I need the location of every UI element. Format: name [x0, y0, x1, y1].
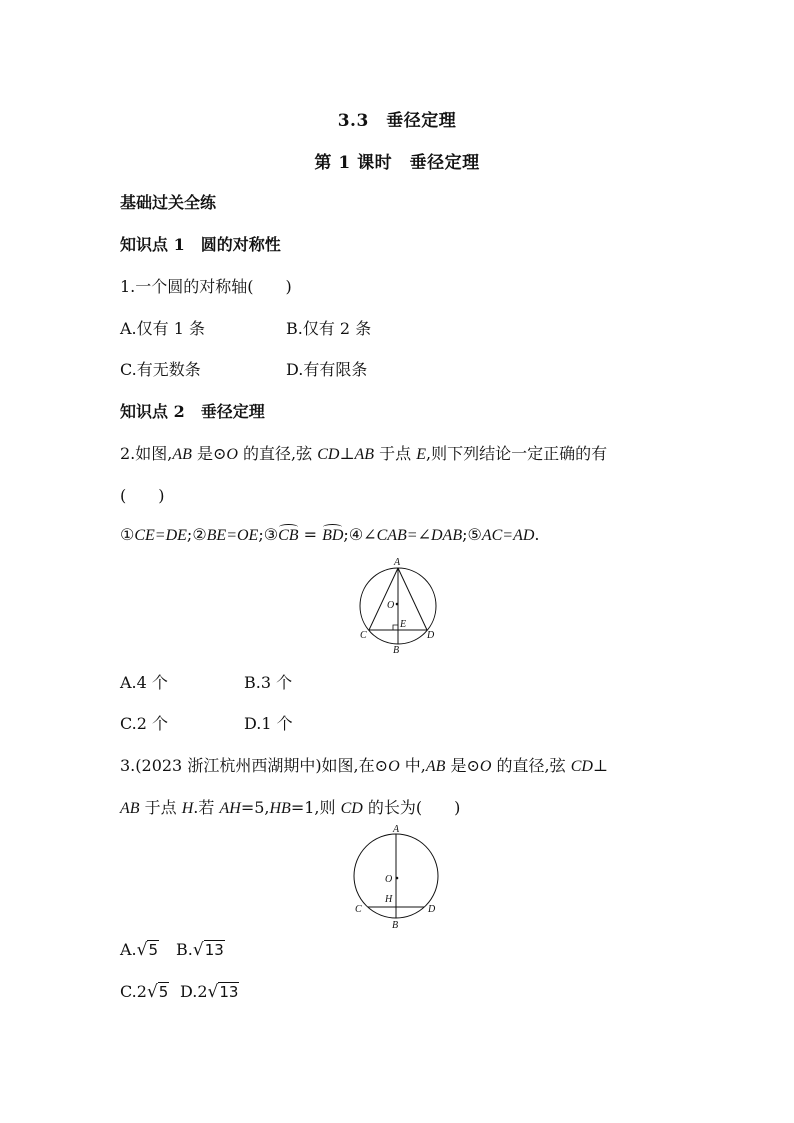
q2-option-a: A.4 个 [120, 673, 168, 692]
q1-option-c: C.有无数条 [120, 360, 201, 379]
q3-var-ab: AB [425, 758, 446, 775]
q2-circle-figure [352, 554, 442, 654]
label-e: E [400, 619, 407, 630]
label-a: A [393, 824, 400, 835]
q3-option-c-prefix: C.2 [120, 982, 147, 1001]
q2-option-b: B.3 个 [244, 673, 293, 692]
q2-conclusion-5: AC=AD [481, 527, 535, 544]
q2-conclusion-4: ∠CAB=∠DAB [363, 527, 463, 544]
q2-perp: ⊥ [339, 444, 355, 463]
label-d: D [427, 630, 435, 641]
q3-option-d [180, 982, 239, 1002]
q2-text: ,则下列结论一定正确的有 [426, 444, 608, 463]
question-2-stem [120, 441, 607, 464]
center-point [396, 877, 399, 880]
q3-option-d-radicand: 13 [219, 983, 239, 1001]
q2-conclusions [120, 525, 540, 545]
q2-var-ab: AB [172, 446, 192, 463]
q2-text: 2.如图, [120, 444, 173, 463]
label-d: D [428, 904, 436, 915]
q2-answer-paren: ( ) [120, 486, 165, 505]
q2-conclusion-2: BE=OE [206, 527, 259, 544]
q3-option-a [120, 940, 159, 960]
q3-option-b-radicand: 13 [204, 941, 224, 959]
q3-option-d-prefix: D.2 [180, 982, 208, 1001]
q2-var-o: O [226, 446, 238, 463]
q2-arc-cb: CB [278, 527, 299, 544]
q3-text: =5, [240, 798, 270, 817]
section-title: 3.3 垂径定理 [337, 111, 457, 131]
q3-text: =1,则 [290, 798, 341, 817]
q2-arc-bd: BD [322, 527, 344, 544]
sqrt-icon: √ [192, 940, 204, 960]
q1-option-d: D.有有限条 [286, 360, 368, 379]
q2-equals: = [298, 525, 323, 544]
q3-text: 是⊙ [445, 756, 480, 775]
q3-var-h: H [181, 800, 194, 817]
q1-option-a: A.仅有 1 条 [120, 319, 205, 338]
knowledge-point-1-heading: 知识点 1 圆的对称性 [120, 235, 281, 254]
q2-text: 的直径,弦 [237, 444, 318, 463]
label-h: H [385, 894, 393, 905]
q3-text: 的长为( ) [362, 798, 461, 817]
q1-option-b: B.仅有 2 条 [286, 319, 372, 338]
q3-var-ah: AH [219, 800, 241, 817]
q3-option-c-radicand: 5 [158, 983, 169, 1001]
right-angle-mark [393, 625, 398, 630]
label-c: C [360, 630, 367, 641]
q3-option-a-radicand: 5 [148, 941, 159, 959]
q2-conclusion-num: ;② [186, 525, 207, 544]
section-heading: 基础过关全练 [120, 193, 217, 212]
q3-circle-figure [346, 822, 446, 930]
q2-var-ab: AB [354, 446, 375, 463]
q3-var-hb: HB [269, 800, 291, 817]
q3-var-cd: CD [570, 758, 593, 775]
q2-option-d: D.1 个 [244, 714, 293, 733]
q2-option-c: C.2 个 [120, 714, 169, 733]
sqrt-icon: √ [146, 982, 158, 1002]
label-b: B [393, 645, 400, 654]
q2-period: . [534, 525, 540, 544]
label-o: O [385, 874, 393, 885]
q3-text: 的直径,弦 [491, 756, 571, 775]
q3-var-cd: CD [340, 800, 363, 817]
q3-var-o: O [479, 758, 492, 775]
q3-perp: ⊥ [592, 756, 608, 775]
label-a: A [394, 557, 401, 568]
q2-conclusion-num: ① [120, 525, 135, 544]
label-b: B [392, 920, 399, 930]
q3-option-c [120, 982, 169, 1002]
question-1-stem: 1.一个圆的对称轴( ) [120, 277, 292, 296]
q2-conclusion-1: CE=DE [134, 527, 187, 544]
q3-var-o: O [388, 758, 400, 775]
q3-option-b [176, 940, 225, 960]
q2-conclusion-num: ;④ [343, 525, 364, 544]
q2-text: 是⊙ [191, 444, 227, 463]
q2-conclusion-num: ;③ [258, 525, 279, 544]
q2-text: 于点 [374, 444, 417, 463]
knowledge-point-2-heading: 知识点 2 垂径定理 [120, 402, 265, 421]
q3-option-a-prefix: A. [120, 940, 137, 959]
sqrt-icon: √ [136, 940, 148, 960]
q3-text: 3.(2023 浙江杭州西湖期中)如图,在⊙ [120, 756, 389, 775]
q3-text: 中, [399, 756, 426, 775]
lesson-title: 第 1 课时 垂径定理 [314, 153, 480, 173]
question-3-stem-line-2 [120, 795, 460, 818]
q3-text: 于点 [139, 798, 182, 817]
center-point [396, 603, 399, 606]
q3-option-b-prefix: B. [176, 940, 193, 959]
question-3-stem-line-1 [120, 753, 608, 776]
q2-conclusion-num: ;⑤ [462, 525, 482, 544]
label-c: C [355, 904, 362, 915]
q2-var-e: E [416, 446, 427, 463]
q3-var-ab: AB [120, 800, 140, 817]
label-o: O [387, 600, 395, 611]
q3-text: .若 [193, 798, 220, 817]
q2-var-cd: CD [317, 446, 340, 463]
sqrt-icon: √ [207, 982, 219, 1002]
